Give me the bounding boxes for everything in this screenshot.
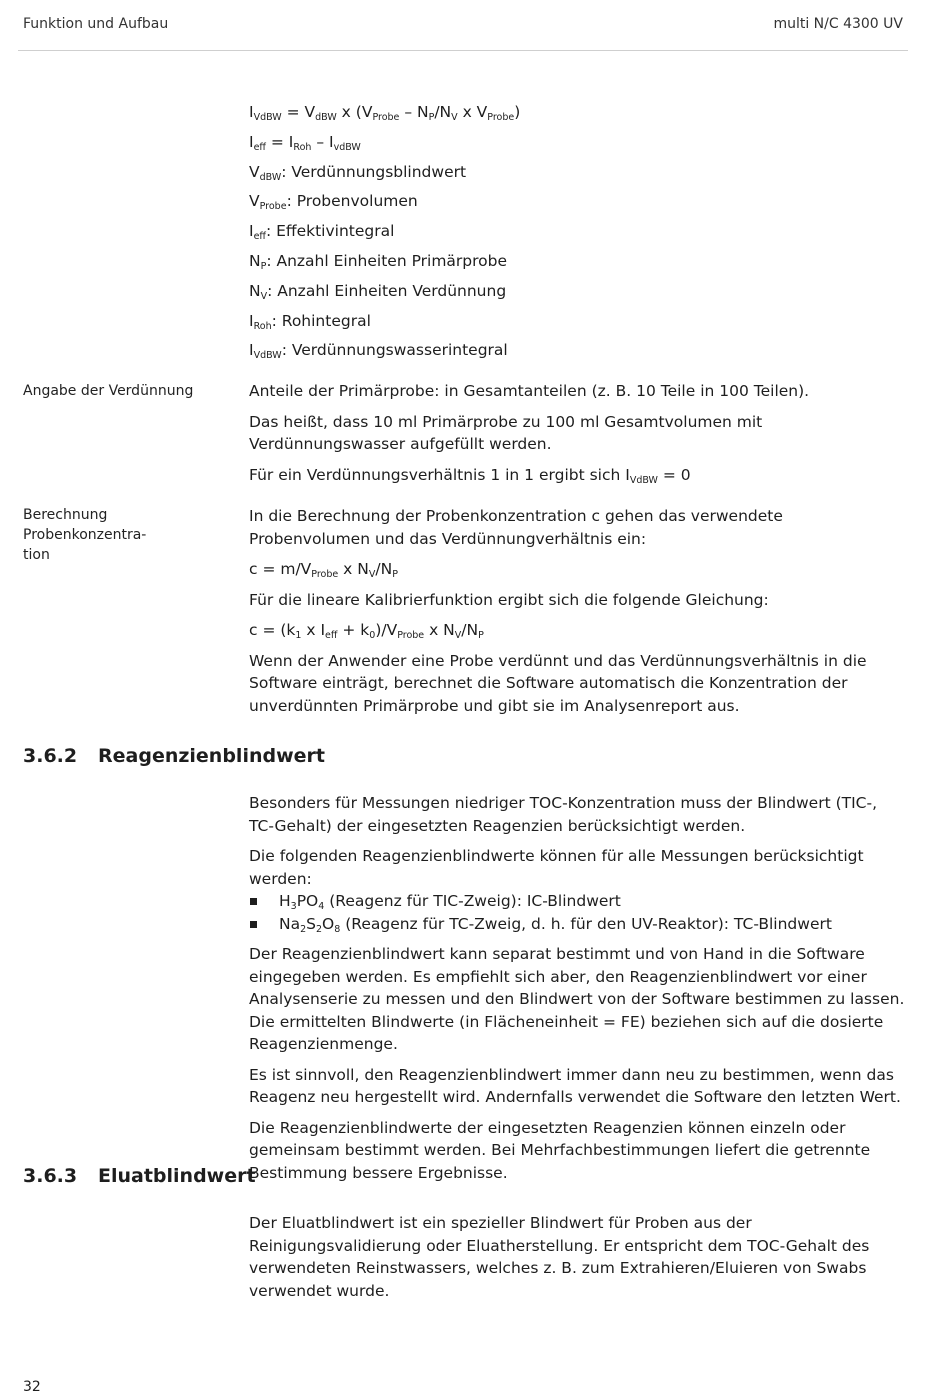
margin-label-dilution: Angabe der Verdünnung <box>23 383 194 399</box>
section-heading-363 <box>23 1165 256 1187</box>
dilution-paragraph-3: Für ein Verdünnungsverhältnis 1 in 1 ergibt sich IVdBW = 0 <box>249 465 691 486</box>
margin-label-calculation: Berechnung Probenkonzentra- tion <box>23 507 147 563</box>
formula-ivdbw: IVdBW = VdBW x (VProbe – NP/NV x VProbe) <box>249 103 521 123</box>
dilution-paragraph-2: Das heißt, dass 10 ml Primärprobe zu 100 ml Gesamtvolumen mit Verdünnungswasser aufgefüllt werden. <box>249 412 763 453</box>
reagent-paragraph-2: Die folgenden Reagenzienblindwerte können für alle Messungen berücksichtigt werden: <box>249 847 864 888</box>
reagent-paragraph-1: Besonders für Messungen niedriger TOC-Konzentration muss der Blindwert (TIC-, TC-Gehalt) der eingesetzten Reagenzien berücksichtigt werden. <box>249 794 878 835</box>
calculation-paragraph-3: Wenn der Anwender eine Probe verdünnt und das Verdünnungsverhältnis in die Software einträgt, berechnet die Software automatisch die Konzentration der unverdünnten Primärprobe und gibt sie im Analysenreport aus. <box>249 651 867 715</box>
equation-calibration: c = (k1 x Ieff + k0)/VProbe x NV/NP <box>249 621 484 641</box>
reagent-paragraph-5: Die Reagenzienblindwerte der eingesetzten Reagenzien können einzeln oder gemeinsam bestimmt werden. Bei Mehrfachbestimmungen liefert die getrennte Bestimmung bessere Ergebnisse. <box>249 1118 871 1182</box>
definition-nv: NV: Anzahl Einheiten Verdünnung <box>249 281 507 302</box>
header-product-name: multi N/C 4300 UV <box>773 16 903 32</box>
section-number: 3.6.3 <box>23 1165 78 1187</box>
definition-np: NP: Anzahl Einheiten Primärprobe <box>249 251 508 272</box>
section-title: Reagenzienblindwert <box>98 745 325 767</box>
page-number: 32 <box>23 1379 41 1395</box>
dilution-block <box>249 380 905 494</box>
eluate-paragraph-1: Der Eluatblindwert ist ein spezieller Blindwert für Proben aus der Reinigungsvalidierung oder Eluatherstellung. Er entspricht dem TOC-Gehalt des verwendeten Reinstwassers, welches z. B. zum Extrahieren/Eluieren von Swabs verwendet wurde. <box>249 1214 870 1300</box>
equation-concentration: c = m/VProbe x NV/NP <box>249 560 398 580</box>
formula-ieff: Ieff = IRoh – IvdBW <box>249 132 361 153</box>
reagent-paragraph-3: Der Reagenzienblindwert kann separat bestimmt und von Hand in die Software eingegeben werden. Es empfiehlt sich aber, den Reagenzienblindwert vor einer Analysenserie zu messen und den Blindwert von der Software bestimmen zu lassen. Die ermittelten Blindwerte (in Flächeneinheit = FE) beziehen sich auf die dosierte Reagenzienmenge. <box>249 945 905 1053</box>
formula-block <box>249 98 905 366</box>
reagent-list <box>249 890 905 935</box>
dilution-paragraph-1: Anteile der Primärprobe: in Gesamtanteilen (z. B. 10 Teile in 100 Teilen). <box>249 382 810 400</box>
definition-ieff: Ieff: Effektivintegral <box>249 222 395 243</box>
section-heading-362 <box>23 745 325 767</box>
definition-ivdbw: IVdBW: Verdünnungswasserintegral <box>249 341 508 362</box>
calculation-block <box>249 505 905 725</box>
eluate-blank-block <box>249 1212 905 1310</box>
section-number: 3.6.2 <box>23 745 78 767</box>
calculation-paragraph-1: In die Berechnung der Probenkonzentration c gehen das verwendete Probenvolumen und das Verdünnungverhältnis ein: <box>249 507 783 548</box>
list-item: Na2S2O8 (Reagenz für TC-Zweig, d. h. für den UV-Reaktor): TC-Blindwert <box>249 913 905 936</box>
reagent-blank-block <box>249 792 905 1192</box>
reagent-paragraph-4: Es ist sinnvoll, den Reagenzienblindwert immer dann neu zu bestimmen, wenn das Reagenz neu hergestellt wird. Andernfalls verwendet die Software den letzten Wert. <box>249 1065 901 1106</box>
list-item: H3PO4 (Reagenz für TIC-Zweig): IC-Blindwert <box>249 890 905 913</box>
header-divider <box>18 50 908 51</box>
section-title: Eluatblindwert <box>98 1165 256 1187</box>
definition-vdbw: VdBW: Verdünnungsblindwert <box>249 162 467 183</box>
definition-vprobe: VProbe: Probenvolumen <box>249 192 418 213</box>
header-chapter-title: Funktion und Aufbau <box>23 16 169 32</box>
definition-iroh: IRoh: Rohintegral <box>249 311 371 332</box>
calculation-paragraph-2: Für die lineare Kalibrierfunktion ergibt sich die folgende Gleichung: <box>249 590 769 609</box>
